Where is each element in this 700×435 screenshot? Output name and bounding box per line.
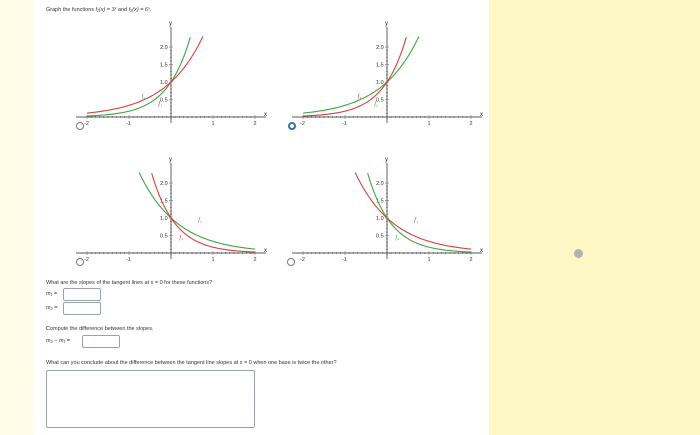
y-tick-label: 1.5 bbox=[376, 62, 384, 69]
x-tick-label: -1 bbox=[126, 257, 131, 263]
y-tick-label: 0.5 bbox=[376, 233, 384, 240]
function-label: f₁ bbox=[158, 101, 163, 108]
m1-input[interactable] bbox=[63, 288, 101, 301]
conclusion-textarea[interactable] bbox=[46, 370, 255, 428]
y-tick-label: 2.0 bbox=[376, 45, 384, 51]
radio-option-c[interactable] bbox=[76, 258, 84, 266]
function-label: f₂ bbox=[395, 235, 400, 241]
function-label: f₁ bbox=[179, 235, 184, 241]
slopes-prompt: What are the slopes of the tangent lines at x = 0 for these functions? bbox=[46, 280, 213, 286]
y-axis-label: y bbox=[169, 157, 172, 163]
y-tick-label: 0.5 bbox=[376, 97, 384, 104]
difference-prompt: Compute the difference between the slopes. bbox=[46, 326, 154, 332]
conclusion-prompt: What can you conclude about the difference between the tangent line slopes at x = 0 when one base is twice the other? bbox=[46, 360, 337, 366]
curve-red bbox=[355, 172, 471, 249]
graph-option-a bbox=[66, 19, 276, 139]
y-tick-label: 1.5 bbox=[376, 198, 384, 205]
x-axis-label: x bbox=[480, 112, 483, 118]
curve-red bbox=[87, 36, 203, 113]
function-label: f₁ bbox=[357, 93, 362, 100]
x-tick-label: -2 bbox=[300, 121, 305, 127]
function-label: f₂ bbox=[141, 93, 146, 100]
y-axis-label: y bbox=[385, 21, 388, 27]
y-tick-label: 0.5 bbox=[160, 97, 168, 104]
m2-input[interactable] bbox=[63, 302, 101, 315]
x-tick-label: -1 bbox=[126, 121, 131, 127]
y-tick-label: 1.5 bbox=[160, 62, 168, 69]
y-tick-label: 1.5 bbox=[160, 198, 168, 205]
x-tick-label: 2 bbox=[469, 121, 473, 127]
function-label: f₁ bbox=[414, 217, 419, 224]
x-axis-label: x bbox=[480, 248, 483, 254]
x-tick-label: 2 bbox=[469, 257, 473, 263]
y-tick-label: 1.0 bbox=[160, 216, 168, 222]
x-tick-label: -2 bbox=[84, 121, 89, 127]
x-tick-label: 1 bbox=[211, 121, 215, 127]
x-tick-label: -1 bbox=[342, 121, 347, 127]
x-tick-label: 2 bbox=[253, 121, 257, 127]
x-tick-label: -2 bbox=[84, 257, 89, 263]
radio-option-b[interactable] bbox=[288, 122, 296, 130]
curve-red bbox=[303, 37, 406, 116]
y-tick-label: 1.0 bbox=[376, 80, 384, 86]
curve-green bbox=[87, 37, 190, 116]
x-tick-label: 1 bbox=[211, 257, 215, 263]
y-tick-label: 1.0 bbox=[160, 80, 168, 86]
y-axis-label: y bbox=[169, 21, 172, 27]
m2-label: m₂ = bbox=[46, 305, 58, 311]
x-tick-label: 2 bbox=[253, 257, 257, 263]
difference-label: m₂ − m₁ = bbox=[46, 338, 71, 344]
curve-green bbox=[303, 36, 419, 113]
graph-option-d bbox=[282, 155, 492, 275]
y-axis-label: y bbox=[385, 157, 388, 163]
radio-option-d[interactable] bbox=[287, 258, 295, 266]
graph-option-b bbox=[282, 19, 492, 139]
function-label: f₂ bbox=[198, 217, 203, 224]
side-pane bbox=[489, 0, 700, 435]
radio-option-a[interactable] bbox=[76, 122, 84, 130]
y-tick-label: 2.0 bbox=[160, 181, 168, 187]
x-tick-label: -2 bbox=[300, 257, 305, 263]
y-tick-label: 2.0 bbox=[160, 45, 168, 51]
y-tick-label: 1.0 bbox=[376, 216, 384, 222]
y-tick-label: 0.5 bbox=[160, 233, 168, 240]
y-tick-label: 2.0 bbox=[376, 181, 384, 187]
curve-green bbox=[139, 172, 255, 249]
graph-option-c bbox=[66, 155, 276, 275]
x-tick-label: 1 bbox=[427, 121, 431, 127]
difference-input[interactable] bbox=[82, 335, 120, 348]
function-label: f₂ bbox=[374, 101, 379, 108]
x-tick-label: -1 bbox=[342, 257, 347, 263]
status-dot bbox=[574, 249, 583, 258]
x-axis-label: x bbox=[264, 248, 267, 254]
m1-label: m₁ = bbox=[46, 291, 58, 297]
question-title: Graph the functions f₁(x) = 3ˣ and f₂(x) = 6ˣ. bbox=[46, 7, 152, 13]
x-axis-label: x bbox=[264, 112, 267, 118]
x-tick-label: 1 bbox=[427, 257, 431, 263]
